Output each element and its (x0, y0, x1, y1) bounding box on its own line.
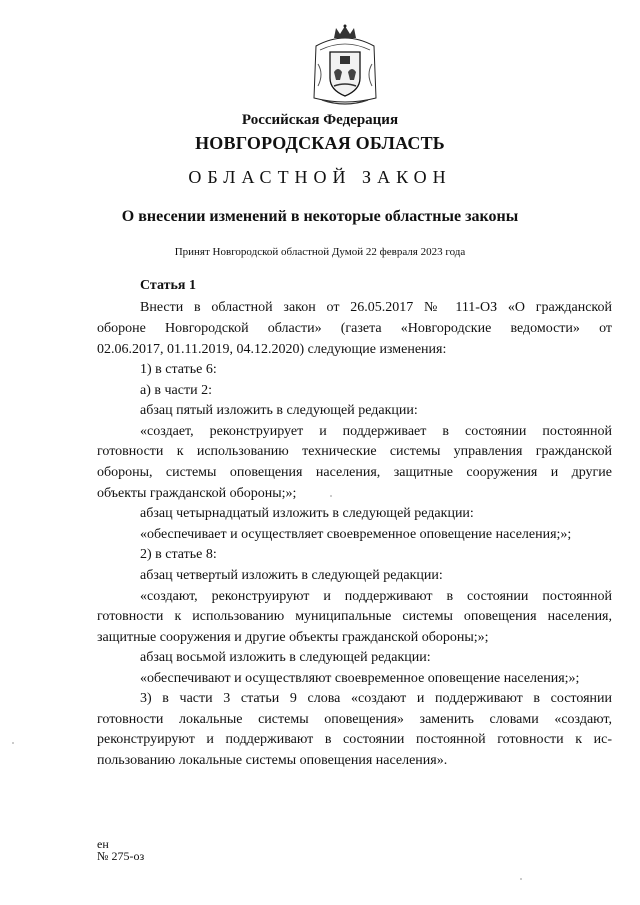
article-line: абзац четвертый изложить в следующей редакции: (140, 568, 443, 583)
article-line: обороне Новгородской области» (газета «Новгородские ведомости» от (97, 321, 612, 336)
article-line: «обеспечивает и осуществляет своевременное оповещение населения;»; (140, 527, 572, 542)
article-line: 3) в части 3 статьи 9 слова «создают и поддерживают в состоянии (140, 691, 612, 706)
article-line: 2) в статье 8: (140, 547, 217, 562)
article-line: готовности к использованию муниципальные системы оповещения населения, (97, 609, 612, 624)
article-line: «обеспечивают и осуществляют своевременное оповещение населения;»; (140, 671, 580, 686)
article-line: абзац четырнадцатый изложить в следующей редакции: (140, 506, 474, 521)
scan-speck (520, 878, 522, 880)
document-type: ОБЛАСТНОЙ ЗАКОН (188, 167, 452, 187)
footer-initials: ен (97, 837, 109, 851)
country-name: Российская Федерация (241, 112, 399, 128)
article-line: готовности к использованию технические системы управления гражданской (97, 444, 612, 459)
article-line: защитные сооружения и другие объекты гражданской обороны;»; (97, 630, 489, 645)
scan-speck (330, 495, 332, 497)
article-line: «создают, реконструируют и поддерживают в состоянии постоянной (140, 589, 612, 604)
article-line: «создает, реконструирует и поддерживает в состоянии постоянной (140, 424, 612, 439)
scan-speck (12, 742, 14, 744)
document-title: О внесении изменений в некоторые областные законы (121, 208, 519, 225)
article-heading: Статья 1 (140, 278, 196, 293)
article-line: 1) в статье 6: (140, 362, 217, 377)
article-line: Внести в областной закон от 26.05.2017 № 111-ОЗ «О гражданской (140, 300, 612, 315)
adoption-note: Принят Новгородской областной Думой 22 февраля 2023 года (174, 246, 466, 258)
article-line: объекты гражданской обороны;»; (97, 486, 297, 501)
footer-number: № 275-оз (97, 849, 145, 863)
article-line: пользованию локальные системы оповещения населения». (97, 753, 448, 768)
novgorod-coat-of-arms-icon (310, 24, 380, 108)
article-line: абзац восьмой изложить в следующей редакции: (140, 650, 431, 665)
region-name: НОВГОРОДСКАЯ ОБЛАСТЬ (195, 133, 445, 153)
article-line: обороны, системы оповещения населения, защитные сооружения и другие (97, 465, 612, 480)
article-line: реконструируют и поддерживают в состоянии постоянной готовности к ис- (97, 732, 612, 747)
article-line: готовности локальные системы оповещения» заменить словами «создают, (97, 712, 612, 727)
article-line: 02.06.2017, 01.11.2019, 04.12.2020) следующие изменения: (97, 342, 447, 357)
article-line: а) в части 2: (140, 383, 212, 398)
article-line: абзац пятый изложить в следующей редакции: (140, 403, 418, 418)
